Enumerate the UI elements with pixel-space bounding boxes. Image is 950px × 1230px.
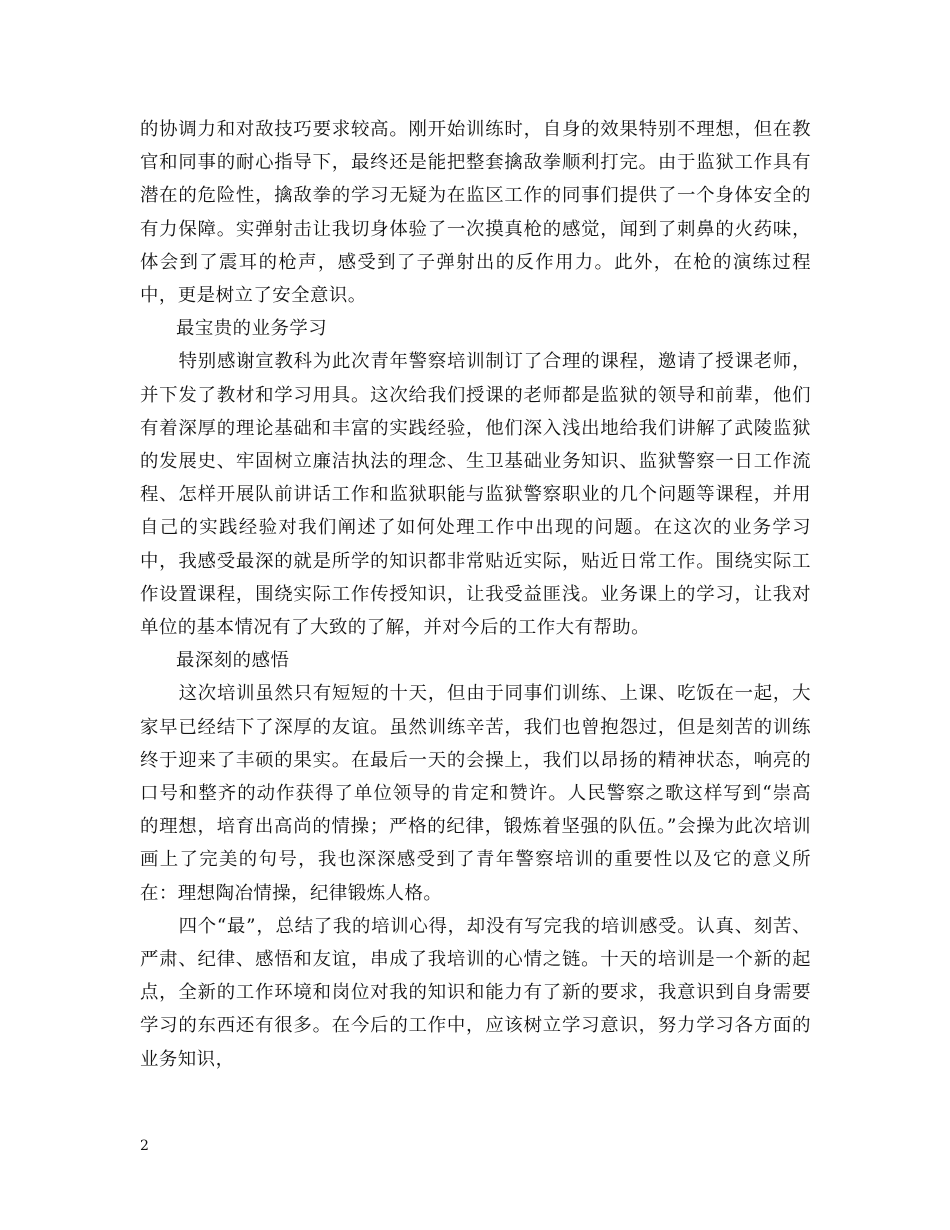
paragraph-summary: 四个“最”，总结了我的培训心得，却没有写完我的培训感受。认真、刻苦、严肃、纪律、感悟和友谊，串成了我培训的心情之链。十天的培训是一个新的起点，全新的工作环境和岗位对我的知识和能力有了新的要求，我意识到自身需要学习的东西还有很多。在今后的工作中，应该树立学习意识，努力学习各方面的业务知识， xyxy=(140,915,811,1070)
paragraph-business-study: 特别感谢宣教科为此次青年警察培训制订了合理的课程，邀请了授课老师，并下发了教材和学习用具。这次给我们授课的老师都是监狱的领导和前辈，他们有着深厚的理论基础和丰富的实践经验，他们深入浅出地给我们讲解了武陵监狱的发展史、牢固树立廉洁执法的理念、生卫基础业务知识、监狱警察一日工作流程、怎样开展队前讲话工作和监狱职能与监狱警察职业的几个问题等课程，并用自己的实践经验对我们阐述了如何处理工作中出现的问题。在这次的业务学习中，我感受最深的就是所学的知识都非常贴近实际，贴近日常工作。围绕实际工作设置课程，围绕实际工作传授知识，让我受益匪浅。业务课上的学习，让我对单位的基本情况有了大致的了解，并对今后的工作大有帮助。 xyxy=(140,351,811,639)
section-heading-business-study: 最宝贵的业务学习 xyxy=(176,318,328,340)
paragraph-training-safety: 的协调力和对敌技巧要求较高。刚开始训练时，自身的效果特别不理想，但在教官和同事的耐心指导下，最终还是能把整套擒敌拳顺利打完。由于监狱工作具有潜在的危险性，擒敌拳的学习无疑为在监区工作的同事们提供了一个身体安全的有力保障。实弹射击让我切身体验了一次摸真枪的感觉，闻到了刺鼻的火药味，体会到了震耳的枪声，感受到了子弹射出的反作用力。此外，在枪的演练过程中，更是树立了安全意识。 xyxy=(140,119,811,307)
paragraph-insight: 这次培训虽然只有短短的十天，但由于同事们训练、上课、吃饭在一起，大家早已经结下了深厚的友谊。虽然训练辛苦，我们也曾抱怨过，但是刻苦的训练终于迎来了丰硕的果实。在最后一天的会操上，我们以昂扬的精神状态，响亮的口号和整齐的动作获得了单位领导的肯定和赞许。人民警察之歌这样写到“崇高的理想，培育出高尚的情操；严格的纪律，锻炼着坚强的队伍。”会操为此次培训画上了完美的句号，我也深深感受到了青年警察培训的重要性以及它的意义所在：理想陶冶情操，纪律锻炼人格。 xyxy=(140,683,811,904)
document-body xyxy=(140,113,811,1076)
section-heading-insight: 最深刻的感悟 xyxy=(176,650,290,672)
page-number: 2 xyxy=(140,1138,149,1154)
